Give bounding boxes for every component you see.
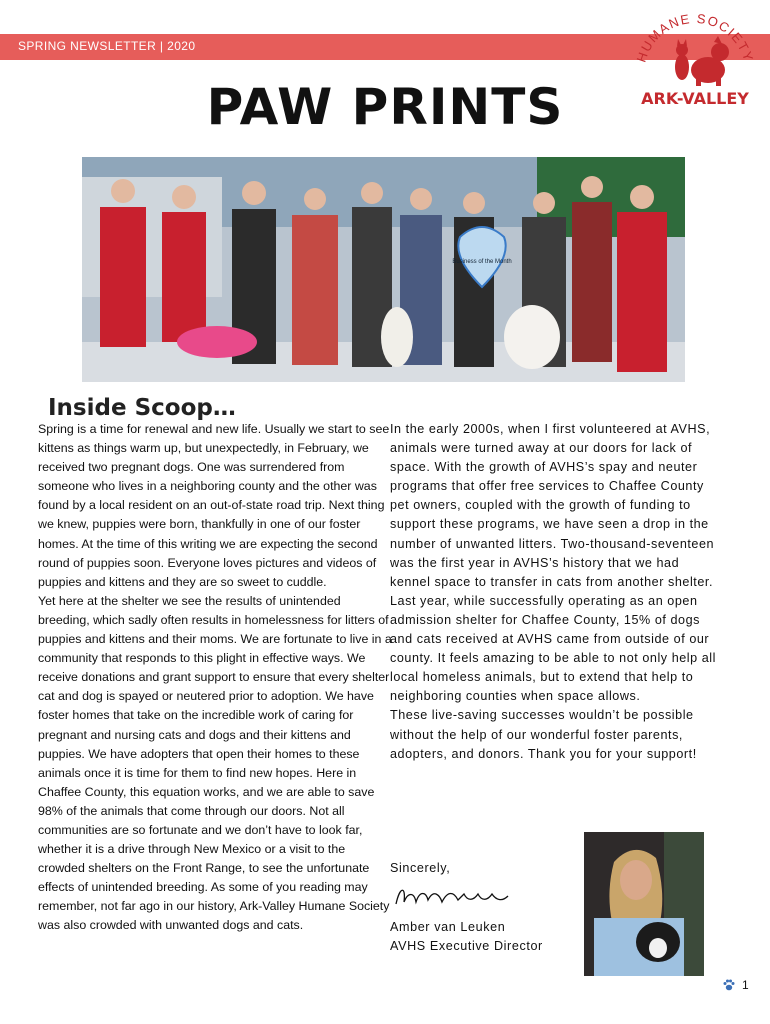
closing-salutation: Sincerely, xyxy=(390,861,451,875)
page-number: 1 xyxy=(742,978,749,992)
page-footer xyxy=(722,978,749,992)
logo-name: ARK-VALLEY xyxy=(641,89,749,108)
signer-name: Amber van Leuken xyxy=(390,920,506,934)
right-paragraph-1: In the early 2000s, when I first volunteered at AVHS, animals were turned away at our doors for lack of space. With the growth of AVHS’s spay and neuter programs that offer free services to Chaffee County pet owners, coupled with the growth of funding to support these programs, we have seen a drop in the number of unwanted litters. Two-thousand-seventeen was the first year in AVHS’s history that we had kennel space to transfer in cats from another shelter. Last year, while successfully operating as an open admission shelter for Chaffee County, 15% of dogs and cats received at AVHS came from outside of our county. It feels amazing to be able to not only help all local homeless animals, but to extend that help to neighboring counties when space allows. xyxy=(390,422,717,704)
logo-arc-text: HUMANE SOCIETY xyxy=(633,12,757,65)
newsletter-issue-label: SPRING NEWSLETTER | 2020 xyxy=(18,39,196,53)
newsletter-title: PAW PRINTS xyxy=(206,78,564,136)
handwritten-signature xyxy=(392,880,512,912)
left-paragraph-1: Spring is a time for renewal and new life. Usually we start to see kittens as things warm up, but unexpectedly, in February, we received two pregnant dogs. One was surrendered from someone who lives in a neighboring county and the other was found by a local resident on an out-of-state road trip. Next thing we knew, puppies were born, thankfully in one of our foster homes. At the time of this writing we are expecting the second round of puppies soon. Everyone loves pictures and videos of puppies and kittens and they are so sweet to cuddle. xyxy=(38,422,390,589)
dog-pink-coat xyxy=(177,326,257,358)
director-portrait-photo xyxy=(584,832,704,976)
right-paragraph-2: These live-saving successes wouldn’t be possible without the help of our wonderful foster parents, adopters, and donors. Thank you for your support! xyxy=(390,708,697,761)
signer-block xyxy=(390,918,543,956)
award-sign-text: Business of the Month xyxy=(452,259,512,265)
left-paragraph-2: Yet here at the shelter we see the results of unintended breeding, which sadly often results in homelessness for litters of puppies and kittens and their moms. We are fortunate to live in a community that responds to this plight in effective ways. We receive donations and grant support to ensure that every shelter cat and dog is spayed or neutered prior to adoption. We have foster homes that take on the incredible work of caring for pregnant and nursing cats and dogs and their kittens and puppies. We have adopters that open their homes to these animals once it is time for them to find new hopes. Here in Chaffee County, this equation works, and we are able to save 98% of the animals that come through our doors. Not all communities are so fortunate and we don’t have to look far, whether it is a drive through New Mexico or a visit to the crowded shelters on the Front Range, to see the unfortunate effects of unintended breeding. As some of you reading may remember, not far ago in our history, Ark-Valley Humane Society was also crowded with unwanted dogs and cats. xyxy=(38,593,392,933)
volunteer-group-photo xyxy=(82,157,685,382)
signer-title: AVHS Executive Director xyxy=(390,939,543,953)
svg-text:HUMANE SOCIETY xyxy=(633,12,756,64)
white-dog xyxy=(381,307,413,367)
left-column xyxy=(38,420,392,936)
white-dog-large xyxy=(504,305,560,369)
right-column xyxy=(390,420,720,764)
paw-icon xyxy=(722,978,736,992)
section-heading: Inside Scoop… xyxy=(48,395,236,421)
